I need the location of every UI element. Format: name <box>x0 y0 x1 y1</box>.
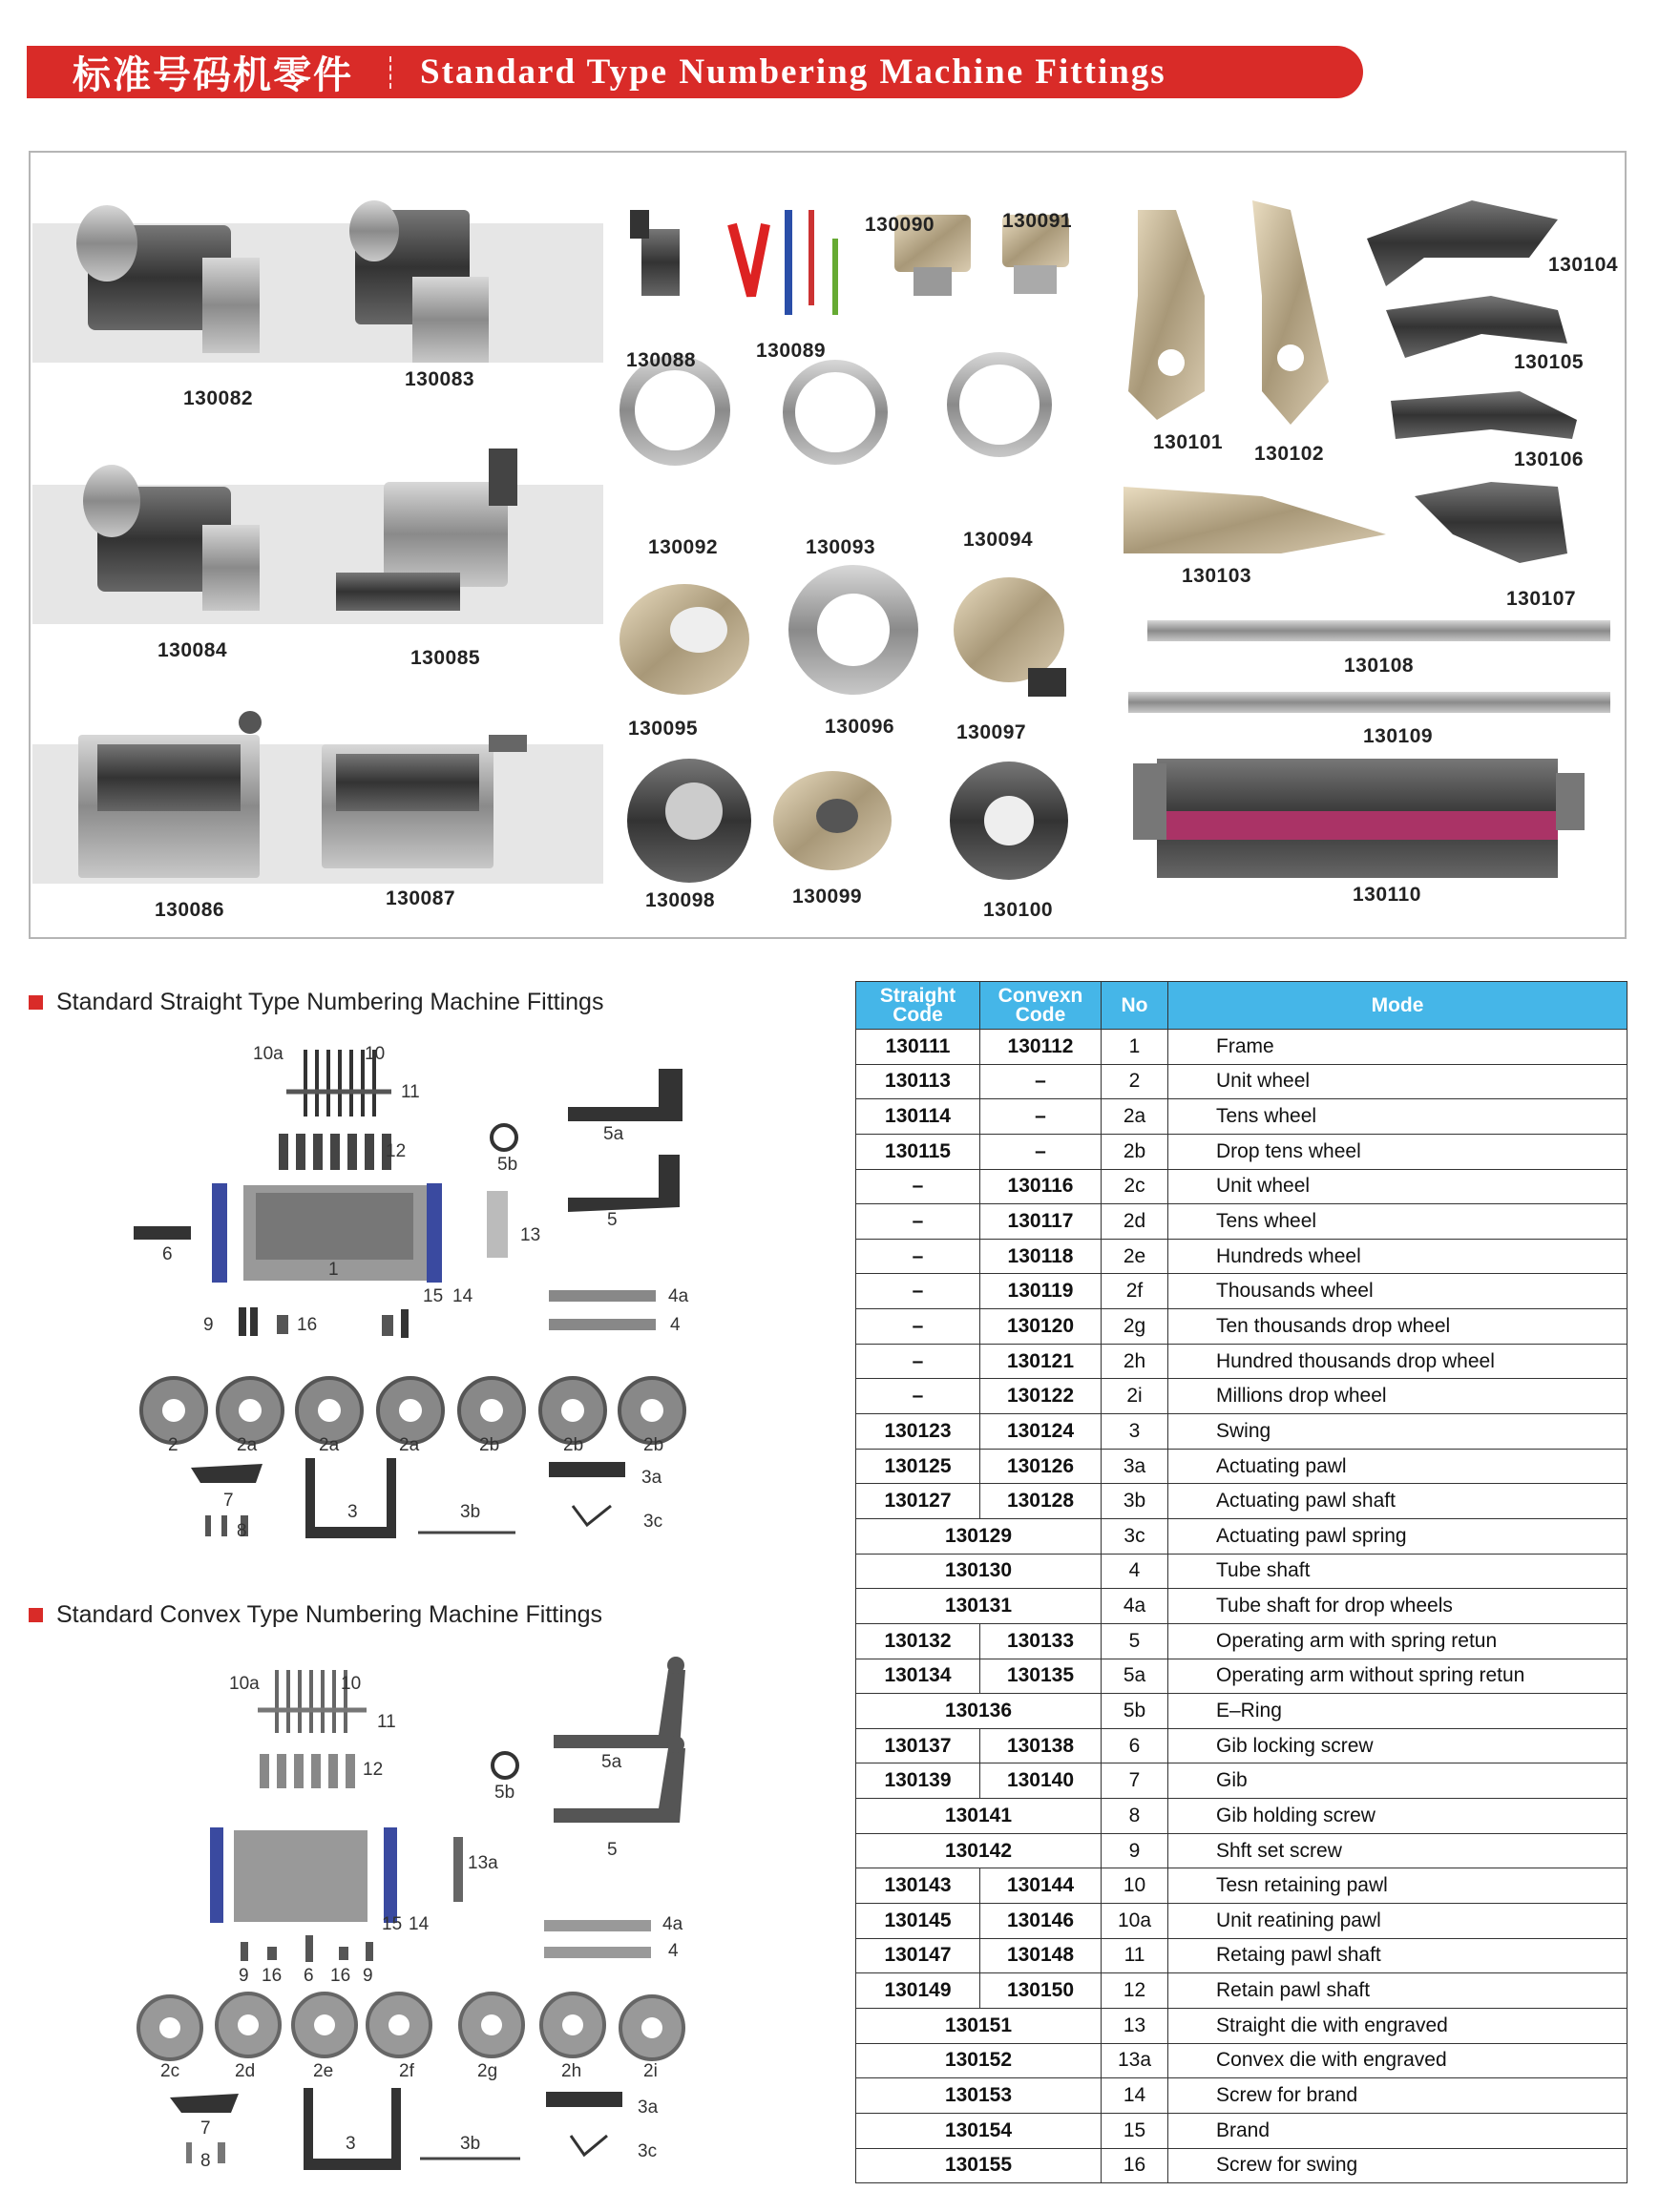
mode-cell: Actuating pawl spring <box>1168 1518 1628 1554</box>
diagram-label: 12 <box>386 1141 407 1161</box>
no-cell: 13 <box>1102 2008 1168 2043</box>
diagram-label: 6 <box>304 1966 314 1986</box>
straight-code-cell: – <box>856 1344 980 1379</box>
table-row <box>856 1833 1628 1868</box>
straight-code-cell: – <box>856 1169 980 1204</box>
diagram-label: 2a <box>237 1435 258 1455</box>
diagram-label: 13 <box>520 1225 541 1245</box>
wheel-130097 <box>954 577 1066 697</box>
arm-130103 <box>1124 487 1386 553</box>
straight-code-cell: 130115 <box>856 1134 980 1169</box>
convex-code-cell: 130126 <box>980 1449 1102 1484</box>
convex-code-cell: 130119 <box>980 1274 1102 1309</box>
bullet-square <box>29 1608 43 1622</box>
mode-cell: Ten thousands drop wheel <box>1168 1309 1628 1345</box>
no-cell: 15 <box>1102 2113 1168 2148</box>
straight-code-cell: – <box>856 1274 980 1309</box>
parts-table <box>855 981 1628 2183</box>
no-cell: 2e <box>1102 1239 1168 1274</box>
diagram-label: 5b <box>497 1155 518 1175</box>
no-cell: 2c <box>1102 1169 1168 1204</box>
no-cell: 3a <box>1102 1449 1168 1484</box>
shared-code-cell: 130136 <box>856 1694 1102 1729</box>
table-row <box>856 1554 1628 1589</box>
convex-section-heading <box>29 1601 602 1629</box>
numbering-machine-130084 <box>83 465 260 611</box>
diagram-label: 14 <box>409 1914 430 1934</box>
straight-code-cell: 130147 <box>856 1938 980 1973</box>
arm-130106 <box>1391 391 1577 439</box>
table-row <box>856 1799 1628 1834</box>
numbering-machine-130087 <box>322 735 527 868</box>
straight-section-title: Standard Straight Type Numbering Machine Fittings <box>56 989 604 1015</box>
diagram-label: 9 <box>363 1966 373 1986</box>
straight-code-cell: – <box>856 1379 980 1414</box>
arm-130101 <box>1128 210 1205 420</box>
convex-code-cell: 130146 <box>980 1904 1102 1939</box>
no-cell: 13a <box>1102 2043 1168 2078</box>
diagram-label: 14 <box>452 1286 473 1306</box>
convex-code-cell: 130118 <box>980 1239 1102 1274</box>
ring-130093 <box>783 360 888 465</box>
part-code: 130103 <box>1182 565 1252 587</box>
mode-cell: Hundreds wheel <box>1168 1239 1628 1274</box>
part-code: 130104 <box>1548 254 1619 276</box>
bullet-square <box>29 995 43 1010</box>
no-cell: 12 <box>1102 1973 1168 2009</box>
table-row <box>856 2043 1628 2078</box>
diagram-label: 11 <box>377 1712 396 1732</box>
table-row <box>856 1064 1628 1099</box>
diagram-label: 7 <box>223 1491 234 1511</box>
convex-section-title: Standard Convex Type Numbering Machine Fittings <box>56 1601 603 1628</box>
table-row <box>856 1030 1628 1065</box>
table-row <box>856 1134 1628 1169</box>
diagram-label: 3b <box>460 2134 481 2154</box>
diagram-label: 4a <box>668 1286 689 1306</box>
diagram-label: 12 <box>363 1760 384 1780</box>
no-cell: 1 <box>1102 1030 1168 1065</box>
no-cell: 6 <box>1102 1728 1168 1763</box>
table-row <box>856 2148 1628 2183</box>
part-code: 130085 <box>410 647 481 669</box>
title-chinese: 标准号码机零件 <box>73 53 353 97</box>
diagram-label: 5 <box>607 1840 618 1860</box>
convex-code-cell: 130138 <box>980 1728 1102 1763</box>
wheel-130100 <box>950 762 1068 880</box>
diagram-label: 4 <box>668 1941 679 1961</box>
diagram-label: 3 <box>347 1502 358 1522</box>
convex-code-cell: 130116 <box>980 1169 1102 1204</box>
wheel-130096 <box>788 565 918 695</box>
diagram-label: 2b <box>643 1435 664 1455</box>
part-code: 130089 <box>756 340 827 362</box>
shared-code-cell: 130153 <box>856 2078 1102 2114</box>
part-code: 130097 <box>956 721 1027 743</box>
diagram-label: 13a <box>468 1853 498 1873</box>
table-row <box>856 1659 1628 1694</box>
straight-code-cell: 130114 <box>856 1099 980 1135</box>
diagram-label: 5a <box>601 1752 622 1772</box>
part-code: 130106 <box>1514 449 1585 470</box>
mode-cell: Hundred thousands drop wheel <box>1168 1344 1628 1379</box>
part-code: 130095 <box>628 718 699 740</box>
part-code: 130092 <box>648 536 719 558</box>
part-code: 130108 <box>1344 655 1415 677</box>
convex-code-cell: 130133 <box>980 1623 1102 1659</box>
convex-code-cell: 130135 <box>980 1659 1102 1694</box>
part-code: 130105 <box>1514 351 1585 373</box>
col-header-mode: Mode <box>1168 982 1628 1030</box>
straight-code-cell: 130143 <box>856 1868 980 1904</box>
straight-code-cell: 130123 <box>856 1414 980 1450</box>
diagram-label: 8 <box>200 2151 211 2171</box>
mode-cell: Retain pawl shaft <box>1168 1973 1628 2009</box>
diagram-label: 7 <box>200 2118 211 2139</box>
diagram-label: 2i <box>643 2061 658 2081</box>
convex-code-cell: 130117 <box>980 1204 1102 1240</box>
diagram-label: 2d <box>235 2061 256 2081</box>
numbering-machine-130082 <box>76 205 260 353</box>
no-cell: 2b <box>1102 1134 1168 1169</box>
table-row <box>856 1449 1628 1484</box>
mode-cell: Drop tens wheel <box>1168 1134 1628 1169</box>
diagram-label: 16 <box>262 1966 283 1986</box>
numbering-machine-130083 <box>349 200 489 363</box>
diagram-label: 2c <box>160 2061 180 2081</box>
diagram-label: 5b <box>494 1783 515 1803</box>
arm-130102 <box>1252 200 1329 425</box>
no-cell: 5b <box>1102 1694 1168 1729</box>
straight-code-cell: 130137 <box>856 1728 980 1763</box>
part-code: 130096 <box>825 716 895 738</box>
convex-code-cell: 130120 <box>980 1309 1102 1345</box>
no-cell: 2i <box>1102 1379 1168 1414</box>
diagram-label: 5 <box>607 1210 618 1230</box>
straight-code-cell: – <box>856 1239 980 1274</box>
shared-code-cell: 130141 <box>856 1799 1102 1834</box>
part-code: 130107 <box>1506 588 1577 610</box>
no-cell: 2h <box>1102 1344 1168 1379</box>
table-row <box>856 1694 1628 1729</box>
diagram-label: 2 <box>168 1435 178 1455</box>
no-cell: 2g <box>1102 1309 1168 1345</box>
convex-code-cell: 130140 <box>980 1763 1102 1799</box>
wheel-130095 <box>620 584 749 695</box>
part-code: 130088 <box>626 349 697 371</box>
col-header-straight-code: Straight Code <box>856 982 980 1030</box>
mode-cell: Unit reatining pawl <box>1168 1904 1628 1939</box>
table-row <box>856 1379 1628 1414</box>
part-code: 130109 <box>1363 725 1434 747</box>
table-row <box>856 1344 1628 1379</box>
diagram-label: 10a <box>253 1044 284 1064</box>
title-divider <box>389 56 391 89</box>
table-row <box>856 1309 1628 1345</box>
numbering-machine-130085 <box>336 449 517 611</box>
straight-code-cell: 130134 <box>856 1659 980 1694</box>
diagram-label: 1 <box>328 1260 339 1280</box>
straight-code-cell: 130145 <box>856 1904 980 1939</box>
table-row <box>856 1169 1628 1204</box>
straight-code-cell: – <box>856 1204 980 1240</box>
mode-cell: Retaing pawl shaft <box>1168 1938 1628 1973</box>
part-130089 <box>732 210 838 315</box>
no-cell: 5 <box>1102 1623 1168 1659</box>
shared-code-cell: 130155 <box>856 2148 1102 2183</box>
mode-cell: Operating arm with spring retun <box>1168 1623 1628 1659</box>
convex-code-cell: 130144 <box>980 1868 1102 1904</box>
table-row <box>856 1239 1628 1274</box>
diagram-label: 8 <box>237 1521 247 1541</box>
shared-code-cell: 130129 <box>856 1518 1102 1554</box>
no-cell: 3 <box>1102 1414 1168 1450</box>
mode-cell: Frame <box>1168 1030 1628 1065</box>
diagram-label: 15 <box>382 1914 403 1934</box>
diagram-label: 9 <box>239 1966 249 1986</box>
diagram-label: 4a <box>662 1914 683 1934</box>
table-row <box>856 2113 1628 2148</box>
table-row <box>856 1099 1628 1135</box>
mode-cell: Brand <box>1168 2113 1628 2148</box>
mode-cell: Gib locking screw <box>1168 1728 1628 1763</box>
no-cell: 2a <box>1102 1099 1168 1135</box>
part-code: 130100 <box>983 899 1054 921</box>
convex-code-cell: – <box>980 1099 1102 1135</box>
table-row <box>856 1518 1628 1554</box>
shared-code-cell: 130130 <box>856 1554 1102 1589</box>
no-cell: 16 <box>1102 2148 1168 2183</box>
mode-cell: Tube shaft <box>1168 1554 1628 1589</box>
part-code: 130087 <box>386 887 456 909</box>
col-header-convex-code: Convexn Code <box>980 982 1102 1030</box>
table-row <box>856 1414 1628 1450</box>
mode-cell: Operating arm without spring retun <box>1168 1659 1628 1694</box>
part-code: 130083 <box>405 368 475 390</box>
mode-cell: Tens wheel <box>1168 1204 1628 1240</box>
straight-code-cell: – <box>856 1309 980 1345</box>
part-code: 130094 <box>963 529 1034 551</box>
mode-cell: Swing <box>1168 1414 1628 1450</box>
diagram-label: 10 <box>365 1044 386 1064</box>
parts-catalog <box>29 151 1627 939</box>
table-row <box>856 2008 1628 2043</box>
diagram-label: 2f <box>399 2061 414 2081</box>
diagram-label: 2g <box>477 2061 498 2081</box>
straight-code-cell: 130149 <box>856 1973 980 2009</box>
table-row <box>856 1728 1628 1763</box>
straight-code-cell: 130139 <box>856 1763 980 1799</box>
mode-cell: Shft set screw <box>1168 1833 1628 1868</box>
part-130088 <box>630 210 680 296</box>
table-row <box>856 1973 1628 2009</box>
bar-130108 <box>1147 620 1610 641</box>
table-row <box>856 1904 1628 1939</box>
part-code: 130102 <box>1254 443 1325 465</box>
mode-cell: Unit wheel <box>1168 1064 1628 1099</box>
shared-code-cell: 130151 <box>856 2008 1102 2043</box>
diagram-label: 3c <box>643 1512 663 1532</box>
arm-130107 <box>1415 482 1567 563</box>
col-header-no: No <box>1102 982 1168 1030</box>
part-code: 130086 <box>155 899 225 921</box>
mode-cell: Gib <box>1168 1763 1628 1799</box>
mode-cell: E–Ring <box>1168 1694 1628 1729</box>
title-english: Standard Type Numbering Machine Fittings <box>420 52 1166 92</box>
no-cell: 2 <box>1102 1064 1168 1099</box>
table-row <box>856 2078 1628 2114</box>
no-cell: 11 <box>1102 1938 1168 1973</box>
mode-cell: Thousands wheel <box>1168 1274 1628 1309</box>
table-row <box>856 1938 1628 1973</box>
wheel-130098 <box>627 759 751 883</box>
diagram-label: 2a <box>319 1435 340 1455</box>
part-code: 130082 <box>183 387 254 409</box>
mode-cell: Gib holding screw <box>1168 1799 1628 1834</box>
part-code: 130098 <box>645 889 716 911</box>
convex-code-cell: – <box>980 1134 1102 1169</box>
mode-cell: Straight die with engraved <box>1168 2008 1628 2043</box>
mode-cell: Tesn retaining pawl <box>1168 1868 1628 1904</box>
mode-cell: Screw for brand <box>1168 2078 1628 2114</box>
part-code: 130101 <box>1153 431 1224 453</box>
mode-cell: Millions drop wheel <box>1168 1379 1628 1414</box>
table-row <box>856 1484 1628 1519</box>
convex-code-cell: – <box>980 1064 1102 1099</box>
convex-exploded-diagram <box>0 1632 821 2185</box>
shared-code-cell: 130142 <box>856 1833 1102 1868</box>
mode-cell: Actuating pawl <box>1168 1449 1628 1484</box>
straight-code-cell: 130125 <box>856 1449 980 1484</box>
no-cell: 9 <box>1102 1833 1168 1868</box>
bar-130109 <box>1128 692 1610 713</box>
mode-cell: Unit wheel <box>1168 1169 1628 1204</box>
convex-code-cell: 130122 <box>980 1379 1102 1414</box>
convex-code-cell: 130128 <box>980 1484 1102 1519</box>
part-code: 130093 <box>806 536 876 558</box>
no-cell: 2d <box>1102 1204 1168 1240</box>
ring-130094 <box>947 352 1052 457</box>
no-cell: 4a <box>1102 1589 1168 1624</box>
table-header-row <box>856 982 1628 1030</box>
mode-cell: Tube shaft for drop wheels <box>1168 1589 1628 1624</box>
no-cell: 10 <box>1102 1868 1168 1904</box>
part-code: 130084 <box>158 639 228 661</box>
mode-cell: Screw for swing <box>1168 2148 1628 2183</box>
header-banner <box>27 46 1363 98</box>
no-cell: 10a <box>1102 1904 1168 1939</box>
part-code: 130091 <box>1002 210 1073 232</box>
diagram-label: 16 <box>330 1966 351 1986</box>
shared-code-cell: 130154 <box>856 2113 1102 2148</box>
shared-code-cell: 130152 <box>856 2043 1102 2078</box>
diagram-label: 2h <box>561 2061 582 2081</box>
diagram-label: 2e <box>313 2061 334 2081</box>
diagram-label: 4 <box>670 1315 681 1335</box>
convex-code-cell: 130148 <box>980 1938 1102 1973</box>
no-cell: 14 <box>1102 2078 1168 2114</box>
part-code: 130110 <box>1353 884 1421 906</box>
straight-code-cell: 130111 <box>856 1030 980 1065</box>
no-cell: 3c <box>1102 1518 1168 1554</box>
table-row <box>856 1763 1628 1799</box>
diagram-label: 3a <box>641 1468 662 1488</box>
diagram-label: 10 <box>341 1674 362 1694</box>
diagram-label: 3b <box>460 1502 481 1522</box>
table-row <box>856 1868 1628 1904</box>
mode-cell: Tens wheel <box>1168 1099 1628 1135</box>
diagram-label: 15 <box>423 1286 444 1306</box>
diagram-label: 6 <box>162 1244 173 1264</box>
diagram-label: 11 <box>401 1082 420 1102</box>
numbering-machine-130086 <box>78 711 262 878</box>
wheel-130099 <box>773 771 892 870</box>
roller-130110 <box>1133 759 1585 878</box>
table-body <box>856 1030 1628 2183</box>
table-row <box>856 1274 1628 1309</box>
part-code: 130099 <box>792 886 863 908</box>
table-row <box>856 1589 1628 1624</box>
table-row <box>856 1623 1628 1659</box>
diagram-label: 16 <box>297 1315 318 1335</box>
no-cell: 7 <box>1102 1763 1168 1799</box>
no-cell: 8 <box>1102 1799 1168 1834</box>
arm-130105 <box>1386 296 1567 358</box>
no-cell: 4 <box>1102 1554 1168 1589</box>
convex-code-cell: 130124 <box>980 1414 1102 1450</box>
diagram-label: 2b <box>479 1435 500 1455</box>
diagram-label: 3 <box>346 2134 356 2154</box>
diagram-label: 3c <box>638 2141 658 2161</box>
table-row <box>856 1204 1628 1240</box>
diagram-label: 2b <box>563 1435 584 1455</box>
straight-code-cell: 130113 <box>856 1064 980 1099</box>
mode-cell: Convex die with engraved <box>1168 2043 1628 2078</box>
shared-code-cell: 130131 <box>856 1589 1102 1624</box>
no-cell: 3b <box>1102 1484 1168 1519</box>
convex-code-cell: 130150 <box>980 1973 1102 2009</box>
part-code: 130090 <box>865 214 935 236</box>
diagram-label: 9 <box>203 1315 214 1335</box>
no-cell: 2f <box>1102 1274 1168 1309</box>
diagram-label: 10a <box>229 1674 260 1694</box>
convex-code-cell: 130121 <box>980 1344 1102 1379</box>
no-cell: 5a <box>1102 1659 1168 1694</box>
diagram-label: 5a <box>603 1124 624 1144</box>
diagram-label: 2a <box>399 1435 420 1455</box>
arm-130104 <box>1367 200 1558 286</box>
diagram-label: 3a <box>638 2097 659 2118</box>
convex-code-cell: 130112 <box>980 1030 1102 1065</box>
straight-code-cell: 130132 <box>856 1623 980 1659</box>
straight-code-cell: 130127 <box>856 1484 980 1519</box>
mode-cell: Actuating pawl shaft <box>1168 1484 1628 1519</box>
